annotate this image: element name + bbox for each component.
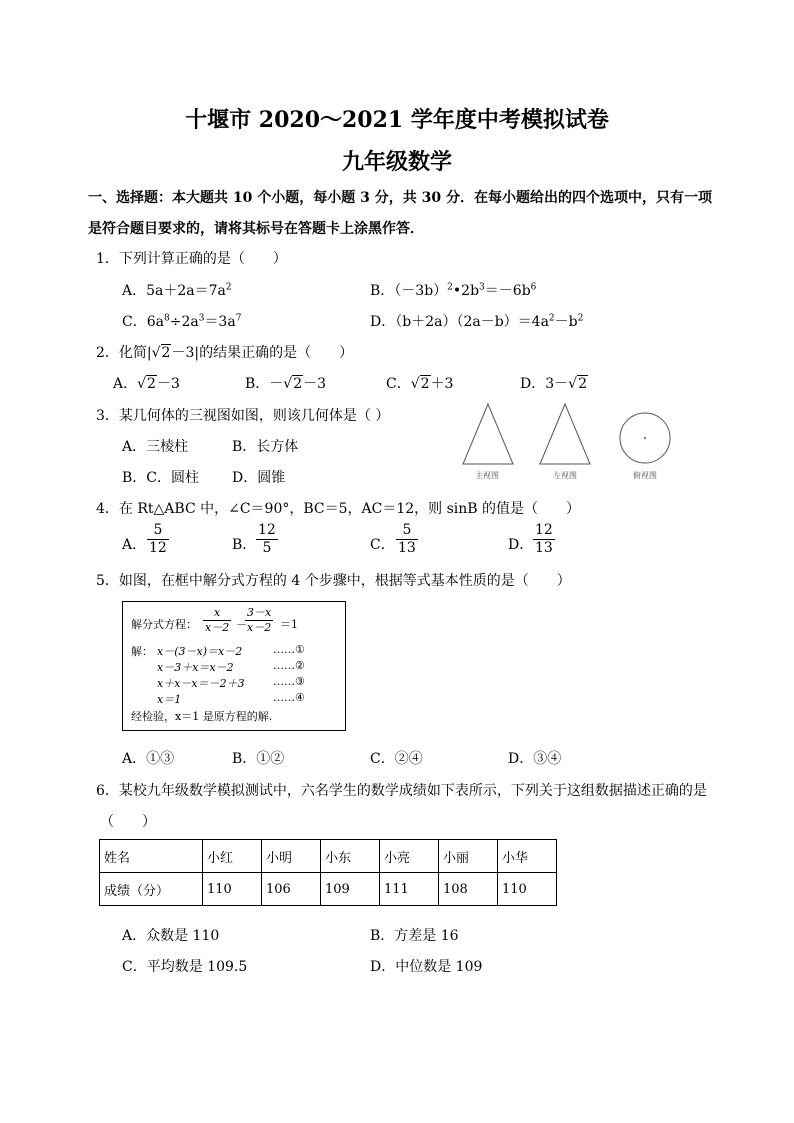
page-title: 十堰市 2020～2021 学年度中考模拟试卷 (185, 107, 609, 133)
q5-marker-3: ……③ (273, 675, 305, 688)
table-row (100, 873, 557, 906)
q1-option-c: C．$6a^8\div 2a^3=3a^7$ (122, 313, 242, 330)
top-view-caption: 俯视图 (633, 471, 657, 480)
q6-option-a: A．众数是 110 (122, 928, 220, 944)
q5-marker-1: ……① (273, 643, 305, 656)
table-cell: 小亮 (380, 840, 439, 873)
q4-option-c-fraction: $\frac{5}{13}$ (398, 522, 416, 556)
section-instructions-line2: 是符合题目要求的，请将其标号在答题卡上涂黑作答． (88, 221, 424, 237)
table-cell: 110 (203, 873, 262, 906)
q4-option-c-label: C． (370, 537, 395, 553)
front-view-triangle (463, 404, 513, 464)
table-cell: 小华 (498, 840, 557, 873)
q6-option-c: C．平均数是 109.5 (122, 959, 248, 975)
q1-stem: 1．下列计算正确的是（ ） (96, 251, 287, 267)
q2-option-b: B．－√2－3 (245, 376, 327, 392)
q6-option-b: B．方差是 16 (370, 928, 459, 944)
q3-option-b: B．长方体 (232, 439, 299, 455)
table-cell: 106 (262, 873, 321, 906)
q3-option-d: D．圆锥 (232, 470, 286, 486)
q4-option-a-label: A． (122, 537, 147, 553)
q5-step-1: x－(3－x)＝x－2 (157, 645, 243, 658)
front-view-caption: 主视图 (475, 471, 499, 480)
table-row (100, 840, 557, 873)
q5-option-b: B．①② (232, 751, 285, 767)
q5-stem: 5．如图，在框中解分式方程的 4 个步骤中，根据等式基本性质的是（ ） (96, 573, 571, 589)
left-view-triangle (540, 404, 590, 464)
left-view-caption: 左视图 (553, 471, 577, 480)
q5-minus: － (236, 618, 247, 631)
section-instructions-line1: 一、选择题：本大题共 10 个小题，每小题 3 分，共 30 分．在每小题给出的四个选项中，只有一项 (88, 190, 712, 206)
q1-option-b: B．$(-3b)^2•2b^3=-6b^6$ (370, 282, 537, 299)
q5-marker-2: ……② (273, 659, 305, 672)
q4-option-a-fraction: $\frac{5}{12}$ (149, 522, 167, 556)
q4-option-b-label: B． (232, 537, 257, 553)
q5-step-2: x－3＋x＝x－2 (157, 661, 234, 674)
q5-check: 经检验，x＝1 是原方程的解. (131, 710, 273, 723)
q5-marker-4: ……④ (273, 691, 305, 704)
q4-option-d-label: D． (508, 537, 534, 553)
q5-step-3: x＋x－x＝－2＋3 (157, 677, 245, 690)
scores-table (99, 839, 557, 906)
q5-option-d: D．③④ (508, 751, 562, 767)
q6-option-d: D．中位数是 109 (370, 959, 483, 975)
q4-stem: 4．在 Rt△ABC 中，∠C＝90°，BC＝5，AC＝12，则 sinB 的值是（ ） (96, 501, 581, 517)
table-cell: 小东 (321, 840, 380, 873)
q2-stem: 2．化简|√2－3|的结果正确的是（ ） (96, 345, 354, 361)
q5-fraction-2: $\frac{3-x}{x-2}$ (247, 606, 272, 634)
table-cell: 109 (321, 873, 380, 906)
q2-option-a: A．√2－3 (113, 376, 180, 392)
q2-option-c: C．√2＋3 (386, 376, 454, 392)
q5-intro: 解分式方程： (131, 618, 197, 631)
table-cell: 小明 (262, 840, 321, 873)
q5-solution-box (122, 601, 346, 731)
table-cell: 小丽 (439, 840, 498, 873)
table-cell: 111 (380, 873, 439, 906)
q5-option-c: C．②④ (370, 751, 423, 767)
q5-fraction-1: $\frac{x}{x-2}$ (205, 606, 230, 634)
q2-option-d: D．3－√2 (520, 376, 587, 392)
table-cell: 小红 (203, 840, 262, 873)
q3-option-a: A．三棱柱 (122, 439, 189, 455)
q5-jie: 解： (131, 645, 153, 658)
table-cell: 成绩（分） (100, 873, 203, 906)
q6-stem: 6．某校九年级数学模拟测试中，六名学生的数学成绩如下表所示，下列关于这组数据描述正确的是 (96, 783, 707, 799)
q3-option-c: B．C．圆柱 (122, 470, 199, 486)
q4-option-d-fraction: $\frac{12}{13}$ (535, 522, 553, 556)
q1-option-a: A．$5a+2a=7a^2$ (122, 282, 232, 299)
q5-rhs: ＝1 (280, 618, 298, 631)
q4-option-b-fraction: $\frac{12}{5}$ (258, 522, 276, 556)
table-cell: 姓名 (100, 840, 203, 873)
table-cell: 110 (498, 873, 557, 906)
q5-step-4: x＝1 (157, 693, 182, 706)
q6-paren: （ ） (100, 814, 156, 830)
q3-stem: 3．某几何体的三视图如图，则该几何体是（ ） (96, 408, 390, 424)
top-view-center-dot (644, 437, 646, 439)
page-subtitle: 九年级数学 (341, 149, 452, 175)
q5-option-a: A．①③ (122, 751, 175, 767)
q1-option-d: D．$(b+2a)(2a-b)=4a^2-b^2$ (370, 313, 584, 330)
table-cell: 108 (439, 873, 498, 906)
